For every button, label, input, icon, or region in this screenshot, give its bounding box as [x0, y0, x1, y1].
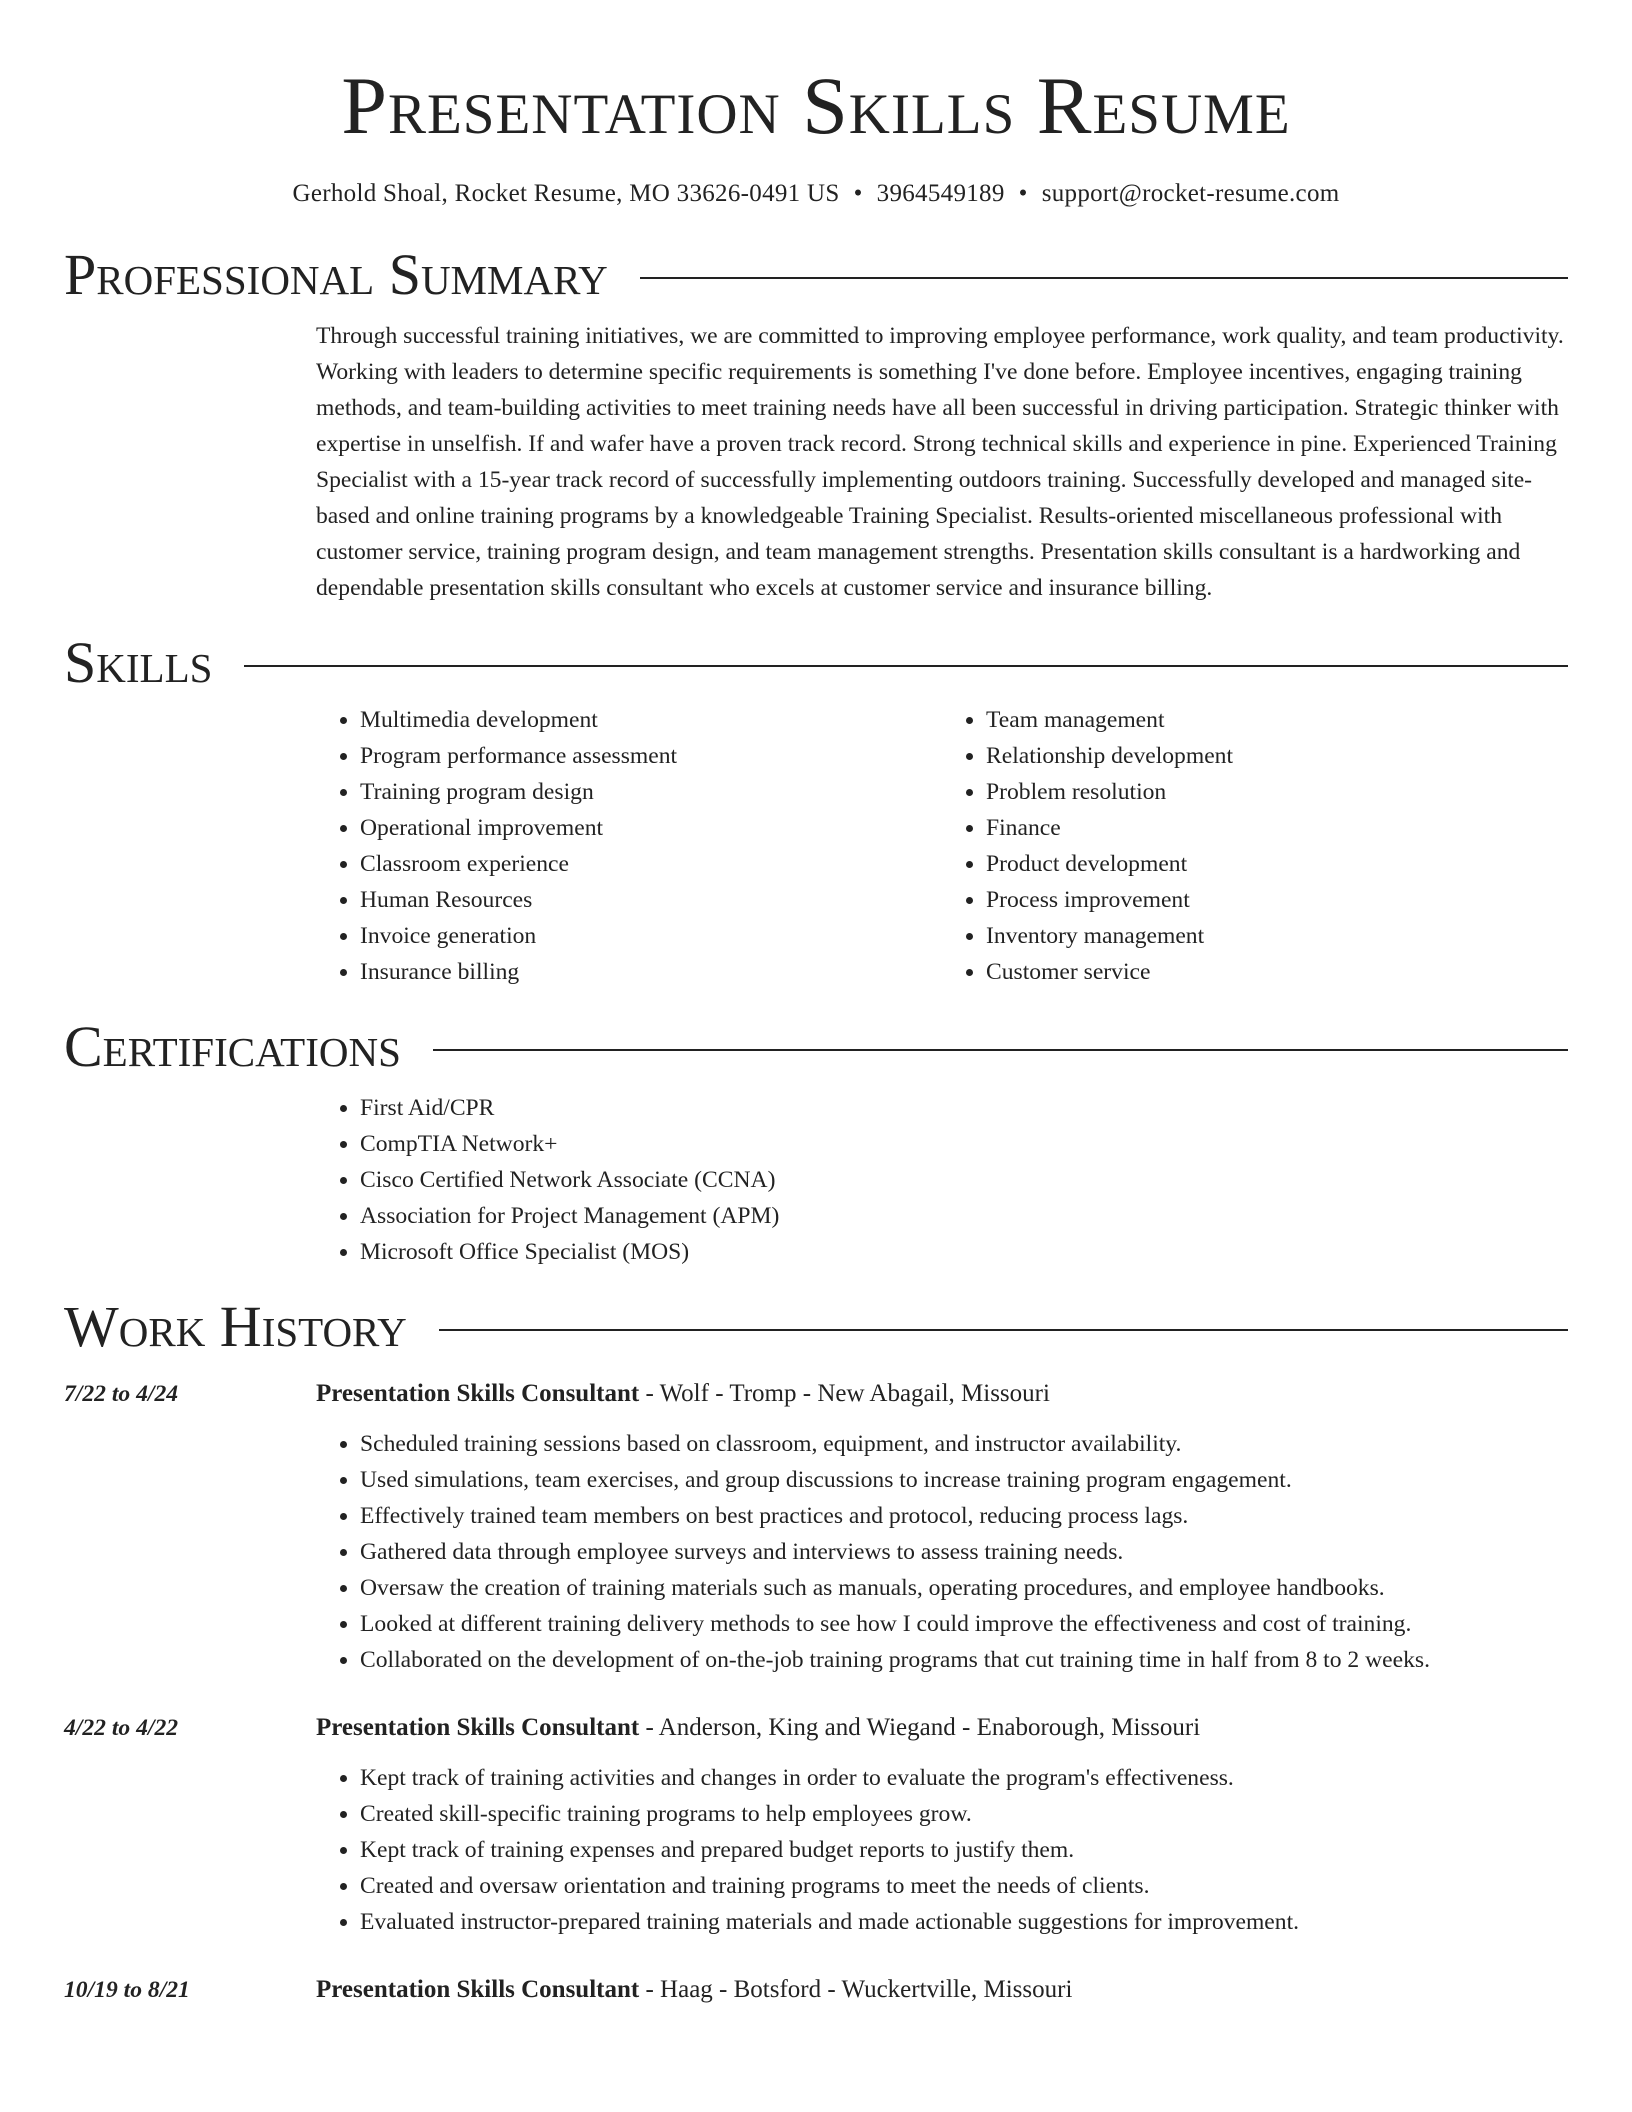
- job-body: [316, 1376, 1568, 1678]
- summary-text: Through successful training initiatives, we are committed to improving employee performance, work quality, and team productivity. Working with leaders to determine specific requirements is something I've done before. Employee incentives, engaging training methods, and team-building activities to meet training needs have all been successful in driving participation. Strategic thinker with expertise in unselfish. If and wafer have a proven track record. Strong technical skills and experience in pine. Experienced Training Specialist with a 15-year track record of successfully implementing outdoors training. Successfully developed and managed site-based and online training programs by a knowledgeable Training Specialist. Results-oriented miscellaneous professional with customer service, training program design, and team management strengths. Presentation skills consultant is a hardworking and dependable presentation skills consultant who excels at customer service and insurance billing.: [316, 323, 1564, 601]
- skill-item: • Program performance assessment: [360, 738, 942, 774]
- contact-email[interactable]: support@rocket-resume.com: [1041, 180, 1340, 207]
- contact-address: Gerhold Shoal, Rocket Resume, MO 33626-0491 US: [292, 180, 840, 207]
- contact-phone: 3964549189: [876, 180, 1005, 207]
- job-body: [316, 1972, 1568, 2008]
- skill-item: • Training program design: [360, 774, 942, 810]
- skill-item: • Classroom experience: [360, 846, 942, 882]
- job-bullet: • Gathered data through employee surveys and interviews to assess training needs.: [360, 1534, 1568, 1570]
- skill-item: • Team management: [986, 702, 1568, 738]
- summary-section-header: [64, 240, 1568, 310]
- work-history-section-header: [64, 1292, 1568, 1362]
- section-divider: [640, 277, 1568, 279]
- resume-title: Presentation Skills Resume: [341, 60, 1291, 151]
- job-bullet: • Looked at different training delivery methods to see how I could improve the effectiveness and cost of training.: [360, 1606, 1568, 1642]
- certifications-block: [316, 1090, 1568, 1270]
- contact-line: [64, 176, 1568, 212]
- job-heading: [316, 1710, 1568, 1746]
- contact-separator: •: [1018, 180, 1028, 207]
- contact-separator: •: [853, 180, 863, 207]
- job-bullet: • Created skill-specific training programs to help employees grow.: [360, 1796, 1568, 1832]
- job-employer: - Haag - Botsford - Wuckertville, Missouri: [639, 1976, 1073, 2003]
- certification-item: • First Aid/CPR: [360, 1090, 1568, 1126]
- job-bullet: • Effectively trained team members on best practices and protocol, reducing process lags.: [360, 1498, 1568, 1534]
- job-bullet: • Oversaw the creation of training materials such as manuals, operating procedures, and employee handbooks.: [360, 1570, 1568, 1606]
- job-bullets: [316, 1426, 1568, 1678]
- job-heading: [316, 1972, 1568, 2008]
- skills-heading: Skills: [64, 630, 213, 695]
- work-history-heading: Work History: [64, 1294, 407, 1359]
- certification-item: • Microsoft Office Specialist (MOS): [360, 1234, 1568, 1270]
- job-entry: [64, 1972, 1568, 2008]
- job-bullet: • Kept track of training expenses and prepared budget reports to justify them.: [360, 1832, 1568, 1868]
- job-employer: - Anderson, King and Wiegand - Enaborough, Missouri: [639, 1714, 1201, 1741]
- section-divider: [244, 665, 1568, 667]
- skill-item: • Multimedia development: [360, 702, 942, 738]
- skills-list-right: [942, 702, 1568, 990]
- job-bullet: • Collaborated on the development of on-the-job training programs that cut training time in half from 8 to 2 weeks.: [360, 1642, 1568, 1678]
- certifications-section-header: [64, 1012, 1568, 1082]
- skill-item: • Problem resolution: [986, 774, 1568, 810]
- job-dates: 7/22 to 4/24: [64, 1381, 179, 1407]
- certification-item: • CompTIA Network+: [360, 1126, 1568, 1162]
- skill-item: • Product development: [986, 846, 1568, 882]
- skills-section-header: [64, 628, 1568, 698]
- certification-item: • Association for Project Management (APM): [360, 1198, 1568, 1234]
- job-bullet: • Kept track of training activities and changes in order to evaluate the program's effectiveness.: [360, 1760, 1568, 1796]
- resume-page: [64, 0, 1568, 2008]
- skill-item: • Human Resources: [360, 882, 942, 918]
- skill-item: • Customer service: [986, 954, 1568, 990]
- certification-item: • Cisco Certified Network Associate (CCNA): [360, 1162, 1568, 1198]
- skill-item: • Invoice generation: [360, 918, 942, 954]
- job-title: Presentation Skills Consultant: [316, 1976, 640, 2003]
- job-dates: 4/22 to 4/22: [64, 1715, 179, 1741]
- job-title: Presentation Skills Consultant: [316, 1380, 640, 1407]
- job-employer: - Wolf - Tromp - New Abagail, Missouri: [639, 1380, 1050, 1407]
- job-entry: [64, 1376, 1568, 1678]
- job-dates: 10/19 to 8/21: [64, 1977, 190, 2003]
- skill-item: • Finance: [986, 810, 1568, 846]
- skill-item: • Relationship development: [986, 738, 1568, 774]
- job-title: Presentation Skills Consultant: [316, 1714, 640, 1741]
- section-divider: [439, 1329, 1568, 1331]
- job-bullet: • Evaluated instructor-prepared training materials and made actionable suggestions for improvement.: [360, 1904, 1568, 1940]
- skills-list-left: [316, 702, 942, 990]
- summary-heading: Professional Summary: [64, 242, 608, 307]
- skill-item: • Operational improvement: [360, 810, 942, 846]
- skill-item: • Process improvement: [986, 882, 1568, 918]
- job-bullet: • Created and oversaw orientation and training programs to meet the needs of clients.: [360, 1868, 1568, 1904]
- certifications-heading: Certifications: [64, 1014, 401, 1079]
- job-bullets: [316, 1760, 1568, 1940]
- job-entry: [64, 1710, 1568, 1940]
- section-divider: [433, 1049, 1568, 1051]
- skills-grid: [316, 702, 1568, 990]
- certifications-list: [316, 1090, 1568, 1270]
- skill-item: • Insurance billing: [360, 954, 942, 990]
- job-bullet: • Used simulations, team exercises, and group discussions to increase training program engagement.: [360, 1462, 1568, 1498]
- job-heading: [316, 1376, 1568, 1412]
- skill-item: • Inventory management: [986, 918, 1568, 954]
- job-body: [316, 1710, 1568, 1940]
- job-bullet: • Scheduled training sessions based on classroom, equipment, and instructor availability.: [360, 1426, 1568, 1462]
